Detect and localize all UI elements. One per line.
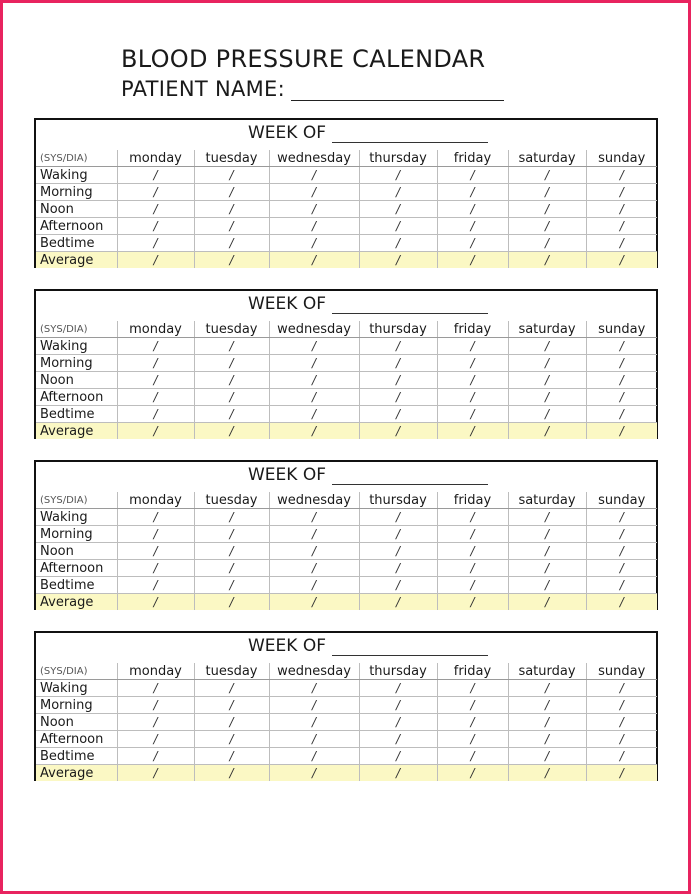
reading-cell[interactable]: / — [359, 526, 437, 543]
reading-cell[interactable]: / — [269, 765, 359, 782]
reading-cell[interactable]: / — [508, 338, 586, 355]
week-table — [34, 289, 658, 439]
reading-cell[interactable]: / — [194, 389, 269, 406]
reading-cell[interactable]: / — [269, 235, 359, 252]
reading-cell[interactable]: / — [269, 184, 359, 201]
day-header-wednesday: wednesday — [269, 321, 359, 338]
reading-cell[interactable]: / — [586, 252, 657, 269]
reading-cell[interactable]: / — [586, 560, 657, 577]
day-header-monday: monday — [117, 663, 194, 680]
row-label: Average — [36, 594, 117, 611]
reading-cell[interactable]: / — [194, 338, 269, 355]
reading-cell[interactable]: / — [117, 355, 194, 372]
reading-cell[interactable]: / — [359, 423, 437, 440]
reading-cell[interactable]: / — [269, 748, 359, 765]
row-label: Average — [36, 765, 117, 782]
reading-cell[interactable]: / — [359, 406, 437, 423]
row-bedtime — [36, 235, 657, 252]
day-header-thursday: thursday — [359, 492, 437, 509]
reading-cell[interactable]: / — [508, 560, 586, 577]
reading-cell[interactable]: / — [508, 680, 586, 697]
reading-cell[interactable]: / — [117, 184, 194, 201]
reading-cell[interactable]: / — [269, 560, 359, 577]
reading-cell[interactable]: / — [359, 184, 437, 201]
reading-cell[interactable]: / — [194, 697, 269, 714]
reading-cell[interactable]: / — [508, 355, 586, 372]
row-label: Bedtime — [36, 235, 117, 252]
reading-cell[interactable]: / — [437, 235, 508, 252]
reading-cell[interactable]: / — [269, 218, 359, 235]
day-header-saturday: saturday — [508, 663, 586, 680]
row-label: Waking — [36, 509, 117, 526]
reading-cell[interactable]: / — [359, 252, 437, 269]
reading-cell[interactable]: / — [194, 406, 269, 423]
reading-cell[interactable]: / — [269, 731, 359, 748]
reading-cell[interactable]: / — [508, 423, 586, 440]
row-noon — [36, 714, 657, 731]
reading-cell[interactable]: / — [359, 167, 437, 184]
row-label: Afternoon — [36, 731, 117, 748]
day-header-wednesday: wednesday — [269, 492, 359, 509]
reading-cell[interactable]: / — [194, 577, 269, 594]
readings-grid — [36, 150, 657, 268]
row-afternoon — [36, 218, 657, 235]
reading-cell[interactable]: / — [269, 355, 359, 372]
reading-cell[interactable]: / — [437, 252, 508, 269]
patient-name-blank[interactable] — [291, 78, 504, 101]
week-of-row — [248, 636, 488, 656]
row-label: Afternoon — [36, 218, 117, 235]
reading-cell[interactable]: / — [437, 731, 508, 748]
reading-cell[interactable]: / — [269, 338, 359, 355]
reading-cell[interactable]: / — [269, 594, 359, 611]
day-header-friday: friday — [437, 663, 508, 680]
day-header-sunday: sunday — [586, 150, 657, 167]
week-of-blank[interactable] — [332, 639, 488, 656]
reading-cell[interactable]: / — [586, 748, 657, 765]
row-bedtime — [36, 748, 657, 765]
reading-cell[interactable]: / — [359, 714, 437, 731]
reading-cell[interactable]: / — [359, 697, 437, 714]
reading-cell[interactable]: / — [437, 577, 508, 594]
page-title: BLOOD PRESSURE CALENDAR — [121, 45, 486, 73]
row-label: Waking — [36, 167, 117, 184]
reading-cell[interactable]: / — [194, 184, 269, 201]
reading-cell[interactable]: / — [117, 509, 194, 526]
reading-cell[interactable]: / — [437, 560, 508, 577]
reading-cell[interactable]: / — [586, 543, 657, 560]
row-label: Afternoon — [36, 389, 117, 406]
row-label: Morning — [36, 697, 117, 714]
patient-name-row — [121, 77, 504, 101]
reading-cell[interactable]: / — [508, 201, 586, 218]
reading-cell[interactable]: / — [117, 167, 194, 184]
week-of-label: WEEK OF — [248, 294, 327, 314]
reading-cell[interactable]: / — [586, 697, 657, 714]
reading-cell[interactable]: / — [194, 594, 269, 611]
reading-cell[interactable]: / — [194, 218, 269, 235]
reading-cell[interactable]: / — [359, 338, 437, 355]
reading-cell[interactable]: / — [117, 731, 194, 748]
reading-cell[interactable]: / — [586, 338, 657, 355]
reading-cell[interactable]: / — [359, 372, 437, 389]
row-label: Morning — [36, 526, 117, 543]
row-afternoon — [36, 389, 657, 406]
reading-cell[interactable]: / — [269, 252, 359, 269]
week-of-label: WEEK OF — [248, 123, 327, 143]
reading-cell[interactable]: / — [194, 235, 269, 252]
row-morning — [36, 355, 657, 372]
week-of-blank[interactable] — [332, 468, 488, 485]
units-label: (SYS/DIA) — [36, 321, 117, 338]
row-noon — [36, 201, 657, 218]
row-bedtime — [36, 577, 657, 594]
row-label: Average — [36, 252, 117, 269]
reading-cell[interactable]: / — [117, 748, 194, 765]
row-label: Noon — [36, 543, 117, 560]
week-table — [34, 460, 658, 610]
row-afternoon — [36, 731, 657, 748]
week-of-row — [248, 294, 488, 314]
day-header-row — [36, 492, 657, 509]
day-header-thursday: thursday — [359, 663, 437, 680]
day-header-row — [36, 150, 657, 167]
row-label: Noon — [36, 372, 117, 389]
reading-cell[interactable]: / — [194, 560, 269, 577]
row-bedtime — [36, 406, 657, 423]
reading-cell[interactable]: / — [117, 389, 194, 406]
row-label: Waking — [36, 338, 117, 355]
reading-cell[interactable]: / — [359, 765, 437, 782]
reading-cell[interactable]: / — [508, 543, 586, 560]
day-header-tuesday: tuesday — [194, 492, 269, 509]
reading-cell[interactable]: / — [437, 355, 508, 372]
reading-cell[interactable]: / — [117, 201, 194, 218]
reading-cell[interactable]: / — [437, 184, 508, 201]
week-of-label: WEEK OF — [248, 465, 327, 485]
week-header — [36, 633, 656, 663]
day-header-friday: friday — [437, 321, 508, 338]
row-average — [36, 765, 657, 782]
reading-cell[interactable]: / — [508, 389, 586, 406]
reading-cell[interactable]: / — [194, 680, 269, 697]
reading-cell[interactable]: / — [269, 509, 359, 526]
reading-cell[interactable]: / — [359, 201, 437, 218]
row-morning — [36, 526, 657, 543]
row-average — [36, 594, 657, 611]
row-waking — [36, 509, 657, 526]
row-noon — [36, 372, 657, 389]
reading-cell[interactable]: / — [437, 714, 508, 731]
reading-cell[interactable]: / — [586, 389, 657, 406]
reading-cell[interactable]: / — [508, 731, 586, 748]
reading-cell[interactable]: / — [437, 372, 508, 389]
week-table — [34, 631, 658, 781]
row-waking — [36, 167, 657, 184]
reading-cell[interactable]: / — [586, 680, 657, 697]
day-header-tuesday: tuesday — [194, 150, 269, 167]
reading-cell[interactable]: / — [117, 252, 194, 269]
week-header — [36, 120, 656, 150]
reading-cell[interactable]: / — [437, 594, 508, 611]
reading-cell[interactable]: / — [437, 167, 508, 184]
reading-cell[interactable]: / — [194, 731, 269, 748]
day-header-saturday: saturday — [508, 150, 586, 167]
reading-cell[interactable]: / — [269, 697, 359, 714]
reading-cell[interactable]: / — [194, 765, 269, 782]
day-header-monday: monday — [117, 150, 194, 167]
reading-cell[interactable]: / — [586, 201, 657, 218]
calendar-page — [3, 3, 688, 891]
reading-cell[interactable]: / — [269, 167, 359, 184]
reading-cell[interactable]: / — [359, 680, 437, 697]
day-header-friday: friday — [437, 492, 508, 509]
day-header-sunday: sunday — [586, 663, 657, 680]
reading-cell[interactable]: / — [117, 423, 194, 440]
units-label: (SYS/DIA) — [36, 492, 117, 509]
day-header-sunday: sunday — [586, 492, 657, 509]
week-of-row — [248, 465, 488, 485]
reading-cell[interactable]: / — [437, 423, 508, 440]
patient-name-label: PATIENT NAME: — [121, 77, 285, 101]
reading-cell[interactable]: / — [359, 748, 437, 765]
reading-cell[interactable]: / — [586, 406, 657, 423]
reading-cell[interactable]: / — [269, 526, 359, 543]
reading-cell[interactable]: / — [194, 748, 269, 765]
row-label: Bedtime — [36, 748, 117, 765]
reading-cell[interactable]: / — [359, 389, 437, 406]
reading-cell[interactable]: / — [117, 594, 194, 611]
reading-cell[interactable]: / — [586, 509, 657, 526]
reading-cell[interactable]: / — [359, 577, 437, 594]
reading-cell[interactable]: / — [194, 167, 269, 184]
reading-cell[interactable]: / — [437, 543, 508, 560]
day-header-wednesday: wednesday — [269, 663, 359, 680]
week-header — [36, 291, 656, 321]
reading-cell[interactable]: / — [437, 509, 508, 526]
day-header-friday: friday — [437, 150, 508, 167]
reading-cell[interactable]: / — [586, 577, 657, 594]
row-waking — [36, 680, 657, 697]
row-average — [36, 252, 657, 269]
reading-cell[interactable]: / — [359, 509, 437, 526]
reading-cell[interactable]: / — [359, 594, 437, 611]
row-label: Afternoon — [36, 560, 117, 577]
row-label: Noon — [36, 714, 117, 731]
day-header-row — [36, 321, 657, 338]
reading-cell[interactable]: / — [269, 680, 359, 697]
reading-cell[interactable]: / — [269, 389, 359, 406]
reading-cell[interactable]: / — [437, 406, 508, 423]
reading-cell[interactable]: / — [194, 714, 269, 731]
week-header — [36, 462, 656, 492]
day-header-thursday: thursday — [359, 150, 437, 167]
readings-grid — [36, 321, 657, 439]
reading-cell[interactable]: / — [117, 765, 194, 782]
units-label: (SYS/DIA) — [36, 663, 117, 680]
reading-cell[interactable]: / — [359, 731, 437, 748]
reading-cell[interactable]: / — [194, 372, 269, 389]
reading-cell[interactable]: / — [586, 355, 657, 372]
reading-cell[interactable]: / — [359, 355, 437, 372]
row-label: Bedtime — [36, 577, 117, 594]
reading-cell[interactable]: / — [586, 167, 657, 184]
reading-cell[interactable]: / — [437, 748, 508, 765]
reading-cell[interactable]: / — [586, 235, 657, 252]
day-header-saturday: saturday — [508, 492, 586, 509]
reading-cell[interactable]: / — [194, 252, 269, 269]
reading-cell[interactable]: / — [359, 560, 437, 577]
reading-cell[interactable]: / — [586, 594, 657, 611]
reading-cell[interactable]: / — [508, 184, 586, 201]
reading-cell[interactable]: / — [194, 543, 269, 560]
reading-cell[interactable]: / — [508, 577, 586, 594]
row-average — [36, 423, 657, 440]
reading-cell[interactable]: / — [586, 765, 657, 782]
reading-cell[interactable]: / — [508, 526, 586, 543]
reading-cell[interactable]: / — [117, 338, 194, 355]
reading-cell[interactable]: / — [437, 218, 508, 235]
readings-grid — [36, 663, 657, 781]
reading-cell[interactable]: / — [508, 406, 586, 423]
reading-cell[interactable]: / — [117, 526, 194, 543]
reading-cell[interactable]: / — [117, 560, 194, 577]
reading-cell[interactable]: / — [117, 406, 194, 423]
reading-cell[interactable]: / — [508, 697, 586, 714]
reading-cell[interactable]: / — [269, 372, 359, 389]
reading-cell[interactable]: / — [437, 680, 508, 697]
reading-cell[interactable]: / — [117, 577, 194, 594]
day-header-tuesday: tuesday — [194, 321, 269, 338]
reading-cell[interactable]: / — [117, 714, 194, 731]
reading-cell[interactable]: / — [508, 235, 586, 252]
row-morning — [36, 184, 657, 201]
day-header-thursday: thursday — [359, 321, 437, 338]
reading-cell[interactable]: / — [437, 338, 508, 355]
reading-cell[interactable]: / — [117, 680, 194, 697]
units-label: (SYS/DIA) — [36, 150, 117, 167]
week-of-row — [248, 123, 488, 143]
row-noon — [36, 543, 657, 560]
row-afternoon — [36, 560, 657, 577]
reading-cell[interactable]: / — [194, 355, 269, 372]
reading-cell[interactable]: / — [586, 423, 657, 440]
reading-cell[interactable]: / — [508, 509, 586, 526]
reading-cell[interactable]: / — [269, 423, 359, 440]
row-label: Noon — [36, 201, 117, 218]
reading-cell[interactable]: / — [359, 235, 437, 252]
reading-cell[interactable]: / — [586, 372, 657, 389]
day-header-wednesday: wednesday — [269, 150, 359, 167]
day-header-row — [36, 663, 657, 680]
reading-cell[interactable]: / — [586, 731, 657, 748]
reading-cell[interactable]: / — [437, 389, 508, 406]
reading-cell[interactable]: / — [117, 372, 194, 389]
reading-cell[interactable]: / — [508, 765, 586, 782]
readings-grid — [36, 492, 657, 610]
reading-cell[interactable]: / — [117, 543, 194, 560]
row-label: Morning — [36, 355, 117, 372]
reading-cell[interactable]: / — [194, 526, 269, 543]
reading-cell[interactable]: / — [508, 714, 586, 731]
reading-cell[interactable]: / — [269, 201, 359, 218]
day-header-monday: monday — [117, 492, 194, 509]
week-table — [34, 118, 658, 268]
row-label: Waking — [36, 680, 117, 697]
reading-cell[interactable]: / — [359, 218, 437, 235]
reading-cell[interactable]: / — [437, 697, 508, 714]
day-header-tuesday: tuesday — [194, 663, 269, 680]
reading-cell[interactable]: / — [508, 372, 586, 389]
reading-cell[interactable]: / — [117, 235, 194, 252]
reading-cell[interactable]: / — [508, 252, 586, 269]
reading-cell[interactable]: / — [508, 594, 586, 611]
reading-cell[interactable]: / — [586, 184, 657, 201]
day-header-saturday: saturday — [508, 321, 586, 338]
reading-cell[interactable]: / — [437, 201, 508, 218]
week-of-blank[interactable] — [332, 126, 488, 143]
reading-cell[interactable]: / — [437, 765, 508, 782]
row-waking — [36, 338, 657, 355]
reading-cell[interactable]: / — [269, 543, 359, 560]
reading-cell[interactable]: / — [194, 201, 269, 218]
day-header-sunday: sunday — [586, 321, 657, 338]
row-label: Average — [36, 423, 117, 440]
reading-cell[interactable]: / — [508, 167, 586, 184]
reading-cell[interactable]: / — [117, 697, 194, 714]
week-of-label: WEEK OF — [248, 636, 327, 656]
reading-cell[interactable]: / — [194, 509, 269, 526]
reading-cell[interactable]: / — [586, 218, 657, 235]
reading-cell[interactable]: / — [437, 526, 508, 543]
reading-cell[interactable]: / — [269, 577, 359, 594]
day-header-monday: monday — [117, 321, 194, 338]
week-of-blank[interactable] — [332, 297, 488, 314]
row-label: Bedtime — [36, 406, 117, 423]
reading-cell[interactable]: / — [586, 526, 657, 543]
reading-cell[interactable]: / — [508, 748, 586, 765]
row-label: Morning — [36, 184, 117, 201]
row-morning — [36, 697, 657, 714]
reading-cell[interactable]: / — [586, 714, 657, 731]
reading-cell[interactable]: / — [194, 423, 269, 440]
reading-cell[interactable]: / — [269, 714, 359, 731]
reading-cell[interactable]: / — [359, 543, 437, 560]
reading-cell[interactable]: / — [269, 406, 359, 423]
reading-cell[interactable]: / — [508, 218, 586, 235]
reading-cell[interactable]: / — [117, 218, 194, 235]
